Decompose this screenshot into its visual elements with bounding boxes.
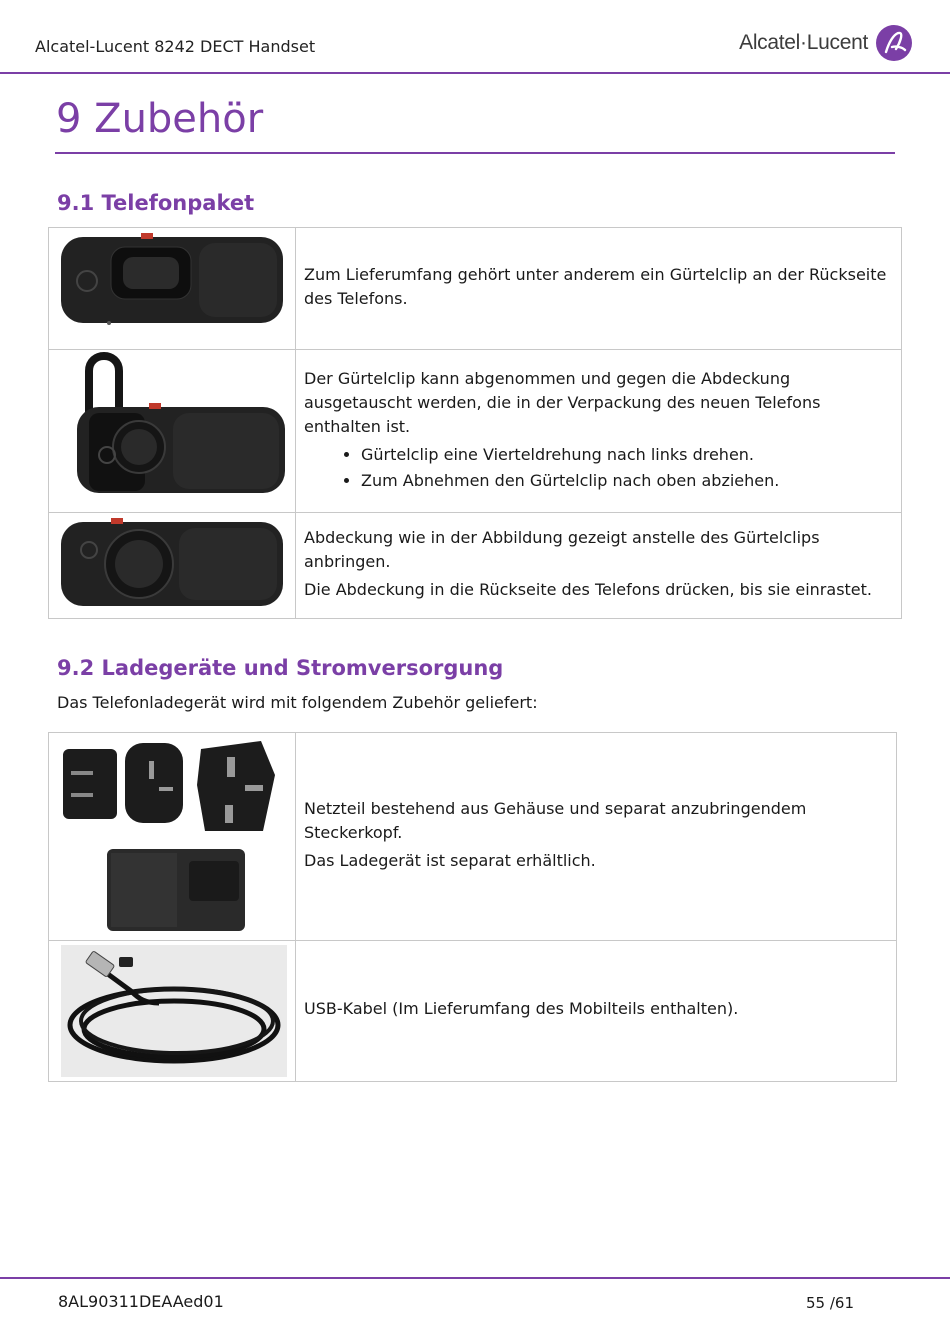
belt-clip-removed-image bbox=[49, 351, 295, 511]
handset-with-cover-image bbox=[49, 514, 295, 618]
document-header-title: Alcatel-Lucent 8242 DECT Handset bbox=[35, 37, 316, 56]
image-cell bbox=[49, 350, 296, 513]
ladegeraete-table bbox=[48, 732, 897, 1082]
section-intro: Das Telefonladegerät wird mit folgendem Zubehör geliefert: bbox=[57, 693, 538, 712]
table-row bbox=[49, 513, 902, 619]
footer-rule bbox=[0, 1277, 950, 1279]
brand-logo-group bbox=[739, 25, 912, 61]
image-cell bbox=[49, 513, 296, 619]
brand-wordmark: Alcatel·Lucent bbox=[739, 31, 868, 54]
page-number: 55 /61 bbox=[806, 1294, 854, 1312]
image-cell bbox=[49, 733, 296, 941]
paragraph: Zum Lieferumfang gehört unter anderem ein Gürtelclip an der Rückseite des Telefons. bbox=[304, 264, 887, 308]
instruction-list bbox=[304, 443, 889, 493]
chapter-title: 9 Zubehör bbox=[56, 96, 264, 142]
text-cell bbox=[296, 733, 897, 941]
table-row bbox=[49, 350, 902, 513]
text-cell bbox=[296, 941, 897, 1082]
document-code: 8AL90311DEAAed01 bbox=[58, 1292, 224, 1311]
paragraph: Das Ladegerät ist separat erhältlich. bbox=[304, 850, 596, 870]
text-cell bbox=[296, 228, 902, 350]
alcatel-lucent-logo-icon bbox=[876, 25, 912, 61]
section-title-ladegeraete: 9.2 Ladegeräte und Stromversorgung bbox=[57, 656, 504, 680]
header-rule bbox=[0, 72, 950, 74]
power-adapter-with-plugs-image bbox=[49, 735, 295, 939]
image-cell bbox=[49, 228, 296, 350]
handset-with-belt-clip-image bbox=[49, 229, 295, 349]
chapter-rule bbox=[55, 152, 895, 154]
list-item: • Gürtelclip eine Vierteldrehung nach links drehen. bbox=[361, 443, 889, 467]
table-row bbox=[49, 941, 897, 1082]
telefonpaket-table bbox=[48, 227, 902, 619]
paragraph: Die Abdeckung in die Rückseite des Telefons drücken, bis sie einrastet. bbox=[304, 579, 872, 599]
list-item: • Zum Abnehmen den Gürtelclip nach oben abziehen. bbox=[361, 469, 889, 493]
usb-cable-image bbox=[49, 943, 295, 1079]
image-cell bbox=[49, 941, 296, 1082]
table-row bbox=[49, 228, 902, 350]
table-row bbox=[49, 733, 897, 941]
section-title-telefonpaket: 9.1 Telefonpaket bbox=[57, 191, 255, 215]
paragraph: USB-Kabel (Im Lieferumfang des Mobilteils enthalten). bbox=[304, 999, 739, 1018]
text-cell bbox=[296, 513, 902, 619]
text-cell bbox=[296, 350, 902, 513]
paragraph: Der Gürtelclip kann abgenommen und gegen die Abdeckung ausgetauscht werden, die in der Verpackung des neuen Telefons enthalten ist. bbox=[304, 369, 821, 436]
paragraph: Netzteil bestehend aus Gehäuse und separat anzubringendem Steckerkopf. bbox=[304, 798, 807, 842]
paragraph: Abdeckung wie in der Abbildung gezeigt anstelle des Gürtelclips anbringen. bbox=[304, 527, 820, 571]
